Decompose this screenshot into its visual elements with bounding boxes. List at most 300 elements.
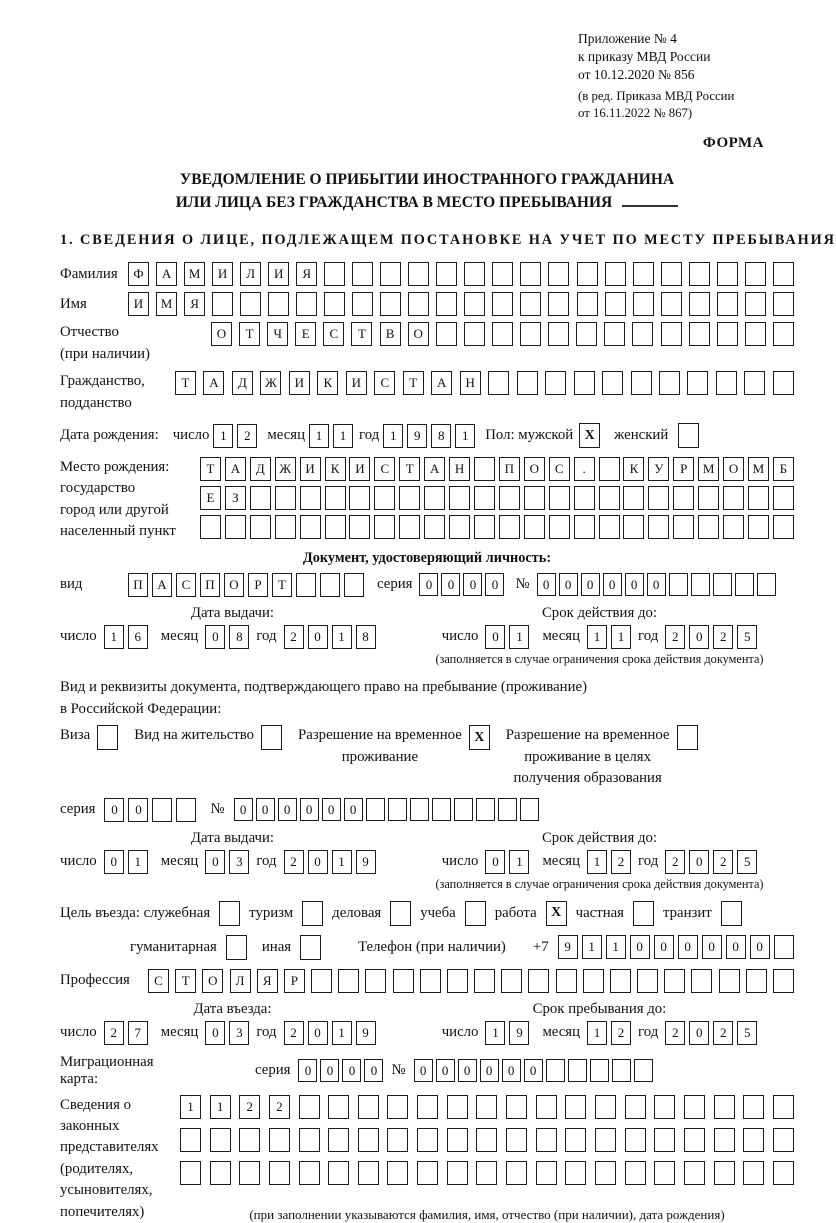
char-cell[interactable]: Т xyxy=(200,457,221,481)
char-cell[interactable]: А xyxy=(156,262,177,286)
char-cell[interactable]: 3 xyxy=(229,1021,249,1045)
char-cell[interactable] xyxy=(713,573,732,596)
char-cell[interactable] xyxy=(689,262,710,286)
char-cell[interactable] xyxy=(320,573,340,597)
char-cell[interactable]: 2 xyxy=(284,625,304,649)
purpose-official-checkbox[interactable] xyxy=(219,901,240,926)
char-cell[interactable] xyxy=(716,371,737,395)
char-cell[interactable]: 1 xyxy=(309,424,329,448)
char-cell[interactable] xyxy=(648,486,669,510)
char-cell[interactable]: 9 xyxy=(356,850,376,874)
char-cell[interactable] xyxy=(717,292,738,316)
char-cell[interactable] xyxy=(374,486,395,510)
char-cell[interactable] xyxy=(773,1128,794,1152)
char-cell[interactable] xyxy=(476,798,495,821)
char-cell[interactable] xyxy=(358,1128,379,1152)
char-cell[interactable] xyxy=(610,969,631,993)
char-cell[interactable]: 7 xyxy=(128,1021,148,1045)
char-cell[interactable] xyxy=(546,1059,565,1082)
char-cell[interactable] xyxy=(577,262,598,286)
char-cell[interactable] xyxy=(714,1128,735,1152)
char-cell[interactable]: 0 xyxy=(647,573,666,596)
temp-residence-edu-checkbox[interactable] xyxy=(677,725,698,750)
char-cell[interactable] xyxy=(599,515,620,539)
char-cell[interactable] xyxy=(536,1128,557,1152)
char-cell[interactable] xyxy=(476,1095,497,1119)
char-cell[interactable] xyxy=(417,1161,438,1185)
char-cell[interactable] xyxy=(735,573,754,596)
char-cell[interactable] xyxy=(745,322,766,346)
char-cell[interactable] xyxy=(689,292,710,316)
char-cell[interactable]: 0 xyxy=(344,798,363,821)
char-cell[interactable] xyxy=(565,1128,586,1152)
char-cell[interactable]: Т xyxy=(272,573,292,597)
char-cell[interactable] xyxy=(723,515,744,539)
char-cell[interactable] xyxy=(773,371,794,395)
char-cell[interactable] xyxy=(499,486,520,510)
char-cell[interactable] xyxy=(180,1128,201,1152)
char-cell[interactable] xyxy=(338,969,359,993)
char-cell[interactable] xyxy=(687,371,708,395)
char-cell[interactable]: 1 xyxy=(104,625,124,649)
char-cell[interactable] xyxy=(488,371,509,395)
char-cell[interactable] xyxy=(380,262,401,286)
char-cell[interactable] xyxy=(424,515,445,539)
char-cell[interactable]: 0 xyxy=(750,935,770,959)
char-cell[interactable] xyxy=(637,969,658,993)
char-cell[interactable]: 0 xyxy=(300,798,319,821)
char-cell[interactable] xyxy=(506,1128,527,1152)
char-cell[interactable] xyxy=(574,486,595,510)
char-cell[interactable]: С xyxy=(374,371,395,395)
char-cell[interactable] xyxy=(436,322,457,346)
char-cell[interactable]: 2 xyxy=(611,1021,631,1045)
char-cell[interactable]: Т xyxy=(399,457,420,481)
char-cell[interactable] xyxy=(773,969,794,993)
char-cell[interactable] xyxy=(605,262,626,286)
char-cell[interactable]: А xyxy=(424,457,445,481)
char-cell[interactable] xyxy=(648,515,669,539)
char-cell[interactable] xyxy=(476,1128,497,1152)
char-cell[interactable] xyxy=(447,1095,468,1119)
char-cell[interactable] xyxy=(604,322,625,346)
char-cell[interactable] xyxy=(269,1128,290,1152)
char-cell[interactable] xyxy=(299,1128,320,1152)
char-cell[interactable] xyxy=(556,969,577,993)
char-cell[interactable]: 1 xyxy=(509,625,529,649)
char-cell[interactable] xyxy=(275,486,296,510)
char-cell[interactable] xyxy=(476,1161,497,1185)
char-cell[interactable] xyxy=(528,969,549,993)
char-cell[interactable] xyxy=(499,515,520,539)
char-cell[interactable]: 0 xyxy=(625,573,644,596)
char-cell[interactable]: И xyxy=(268,262,289,286)
char-cell[interactable] xyxy=(744,371,765,395)
char-cell[interactable]: 0 xyxy=(419,573,438,596)
temp-residence-checkbox[interactable]: X xyxy=(469,725,490,750)
char-cell[interactable] xyxy=(239,1128,260,1152)
char-cell[interactable] xyxy=(324,292,345,316)
char-cell[interactable]: Ч xyxy=(267,322,288,346)
char-cell[interactable] xyxy=(210,1128,231,1152)
char-cell[interactable] xyxy=(625,1128,646,1152)
char-cell[interactable] xyxy=(180,1161,201,1185)
char-cell[interactable]: 9 xyxy=(407,424,427,448)
sex-female-checkbox[interactable] xyxy=(678,423,699,448)
char-cell[interactable]: 1 xyxy=(611,625,631,649)
char-cell[interactable] xyxy=(250,486,271,510)
char-cell[interactable] xyxy=(684,1095,705,1119)
char-cell[interactable] xyxy=(590,1059,609,1082)
char-cell[interactable] xyxy=(210,1161,231,1185)
char-cell[interactable]: Р xyxy=(248,573,268,597)
char-cell[interactable]: П xyxy=(499,457,520,481)
char-cell[interactable] xyxy=(689,322,710,346)
char-cell[interactable]: 8 xyxy=(229,625,249,649)
char-cell[interactable] xyxy=(774,935,794,959)
char-cell[interactable]: Я xyxy=(184,292,205,316)
char-cell[interactable] xyxy=(344,573,364,597)
char-cell[interactable] xyxy=(745,292,766,316)
purpose-business-checkbox[interactable] xyxy=(390,901,411,926)
char-cell[interactable] xyxy=(328,1095,349,1119)
char-cell[interactable] xyxy=(773,1161,794,1185)
char-cell[interactable]: 0 xyxy=(463,573,482,596)
char-cell[interactable] xyxy=(625,1161,646,1185)
char-cell[interactable]: Ф xyxy=(128,262,149,286)
char-cell[interactable] xyxy=(565,1095,586,1119)
char-cell[interactable] xyxy=(595,1095,616,1119)
char-cell[interactable]: 2 xyxy=(611,850,631,874)
char-cell[interactable]: Е xyxy=(295,322,316,346)
char-cell[interactable] xyxy=(634,1059,653,1082)
char-cell[interactable] xyxy=(474,457,495,481)
char-cell[interactable]: И xyxy=(300,457,321,481)
char-cell[interactable] xyxy=(631,371,652,395)
purpose-transit-checkbox[interactable] xyxy=(721,901,742,926)
char-cell[interactable]: 6 xyxy=(128,625,148,649)
char-cell[interactable] xyxy=(358,1095,379,1119)
char-cell[interactable] xyxy=(212,292,233,316)
char-cell[interactable]: Ж xyxy=(275,457,296,481)
char-cell[interactable] xyxy=(577,292,598,316)
char-cell[interactable] xyxy=(275,515,296,539)
char-cell[interactable]: И xyxy=(349,457,370,481)
char-cell[interactable]: Т xyxy=(239,322,260,346)
char-cell[interactable]: М xyxy=(184,262,205,286)
char-cell[interactable] xyxy=(773,262,794,286)
char-cell[interactable] xyxy=(365,969,386,993)
char-cell[interactable] xyxy=(545,371,566,395)
char-cell[interactable] xyxy=(524,486,545,510)
char-cell[interactable] xyxy=(454,798,473,821)
char-cell[interactable] xyxy=(464,262,485,286)
char-cell[interactable] xyxy=(424,486,445,510)
char-cell[interactable] xyxy=(464,322,485,346)
char-cell[interactable] xyxy=(633,292,654,316)
char-cell[interactable] xyxy=(250,515,271,539)
char-cell[interactable]: 2 xyxy=(237,424,257,448)
char-cell[interactable] xyxy=(387,1128,408,1152)
char-cell[interactable] xyxy=(366,798,385,821)
char-cell[interactable]: 0 xyxy=(104,850,124,874)
char-cell[interactable]: А xyxy=(225,457,246,481)
char-cell[interactable]: М xyxy=(156,292,177,316)
char-cell[interactable]: 2 xyxy=(284,850,304,874)
char-cell[interactable] xyxy=(492,322,513,346)
char-cell[interactable]: Ж xyxy=(260,371,281,395)
purpose-private-checkbox[interactable] xyxy=(633,901,654,926)
char-cell[interactable] xyxy=(328,1161,349,1185)
char-cell[interactable]: 1 xyxy=(485,1021,505,1045)
char-cell[interactable]: 1 xyxy=(332,1021,352,1045)
char-cell[interactable]: 0 xyxy=(603,573,622,596)
char-cell[interactable] xyxy=(654,1095,675,1119)
char-cell[interactable]: П xyxy=(128,573,148,597)
char-cell[interactable]: С xyxy=(176,573,196,597)
char-cell[interactable] xyxy=(399,486,420,510)
char-cell[interactable]: 0 xyxy=(128,798,148,822)
char-cell[interactable] xyxy=(661,262,682,286)
char-cell[interactable]: 2 xyxy=(284,1021,304,1045)
char-cell[interactable] xyxy=(602,371,623,395)
char-cell[interactable] xyxy=(268,292,289,316)
char-cell[interactable]: 0 xyxy=(689,1021,709,1045)
char-cell[interactable] xyxy=(773,322,794,346)
char-cell[interactable]: И xyxy=(212,262,233,286)
char-cell[interactable] xyxy=(399,515,420,539)
char-cell[interactable]: 1 xyxy=(128,850,148,874)
char-cell[interactable]: 1 xyxy=(587,1021,607,1045)
char-cell[interactable]: 0 xyxy=(414,1059,433,1082)
char-cell[interactable]: 2 xyxy=(665,1021,685,1045)
char-cell[interactable] xyxy=(447,969,468,993)
char-cell[interactable] xyxy=(200,515,221,539)
char-cell[interactable] xyxy=(773,486,794,510)
sex-male-checkbox[interactable]: X xyxy=(579,423,600,448)
char-cell[interactable] xyxy=(746,969,767,993)
char-cell[interactable] xyxy=(743,1128,764,1152)
char-cell[interactable] xyxy=(296,292,317,316)
char-cell[interactable]: О xyxy=(408,322,429,346)
char-cell[interactable]: 9 xyxy=(509,1021,529,1045)
char-cell[interactable]: 0 xyxy=(278,798,297,821)
char-cell[interactable] xyxy=(698,515,719,539)
char-cell[interactable] xyxy=(492,262,513,286)
char-cell[interactable]: 2 xyxy=(665,625,685,649)
char-cell[interactable] xyxy=(773,515,794,539)
char-cell[interactable] xyxy=(358,1161,379,1185)
char-cell[interactable]: 0 xyxy=(322,798,341,821)
char-cell[interactable]: 1 xyxy=(213,424,233,448)
char-cell[interactable] xyxy=(548,262,569,286)
char-cell[interactable]: 0 xyxy=(298,1059,317,1082)
char-cell[interactable]: О xyxy=(202,969,223,993)
char-cell[interactable] xyxy=(325,515,346,539)
char-cell[interactable] xyxy=(311,969,332,993)
char-cell[interactable] xyxy=(325,486,346,510)
char-cell[interactable]: 2 xyxy=(104,1021,124,1045)
char-cell[interactable] xyxy=(548,292,569,316)
char-cell[interactable] xyxy=(152,798,172,822)
char-cell[interactable]: 9 xyxy=(558,935,578,959)
char-cell[interactable]: Л xyxy=(240,262,261,286)
char-cell[interactable] xyxy=(743,1161,764,1185)
char-cell[interactable] xyxy=(408,292,429,316)
char-cell[interactable] xyxy=(565,1161,586,1185)
char-cell[interactable] xyxy=(417,1095,438,1119)
char-cell[interactable] xyxy=(605,292,626,316)
char-cell[interactable]: 1 xyxy=(509,850,529,874)
char-cell[interactable] xyxy=(583,969,604,993)
char-cell[interactable]: 1 xyxy=(332,850,352,874)
purpose-other-checkbox[interactable] xyxy=(300,935,321,960)
char-cell[interactable] xyxy=(623,515,644,539)
char-cell[interactable] xyxy=(673,515,694,539)
char-cell[interactable]: Т xyxy=(351,322,372,346)
char-cell[interactable] xyxy=(595,1161,616,1185)
char-cell[interactable]: Е xyxy=(200,486,221,510)
char-cell[interactable] xyxy=(599,486,620,510)
char-cell[interactable]: 1 xyxy=(455,424,475,448)
char-cell[interactable]: Р xyxy=(284,969,305,993)
char-cell[interactable] xyxy=(506,1161,527,1185)
char-cell[interactable] xyxy=(380,292,401,316)
char-cell[interactable] xyxy=(520,262,541,286)
char-cell[interactable]: 1 xyxy=(587,625,607,649)
char-cell[interactable] xyxy=(328,1128,349,1152)
char-cell[interactable] xyxy=(654,1128,675,1152)
char-cell[interactable] xyxy=(517,371,538,395)
char-cell[interactable]: 1 xyxy=(606,935,626,959)
char-cell[interactable]: 0 xyxy=(205,850,225,874)
char-cell[interactable]: И xyxy=(289,371,310,395)
char-cell[interactable] xyxy=(410,798,429,821)
char-cell[interactable]: 3 xyxy=(229,850,249,874)
char-cell[interactable] xyxy=(498,798,517,821)
char-cell[interactable]: 0 xyxy=(581,573,600,596)
char-cell[interactable]: З xyxy=(225,486,246,510)
char-cell[interactable]: 0 xyxy=(436,1059,455,1082)
char-cell[interactable] xyxy=(536,1095,557,1119)
char-cell[interactable]: 2 xyxy=(713,625,733,649)
char-cell[interactable]: 0 xyxy=(308,1021,328,1045)
char-cell[interactable] xyxy=(524,515,545,539)
char-cell[interactable]: Я xyxy=(257,969,278,993)
char-cell[interactable]: А xyxy=(431,371,452,395)
char-cell[interactable] xyxy=(745,262,766,286)
char-cell[interactable] xyxy=(436,292,457,316)
char-cell[interactable] xyxy=(387,1095,408,1119)
char-cell[interactable]: 2 xyxy=(713,1021,733,1045)
char-cell[interactable]: 1 xyxy=(332,625,352,649)
char-cell[interactable] xyxy=(714,1161,735,1185)
char-cell[interactable]: С xyxy=(549,457,570,481)
char-cell[interactable] xyxy=(714,1095,735,1119)
char-cell[interactable]: У xyxy=(648,457,669,481)
char-cell[interactable] xyxy=(717,322,738,346)
char-cell[interactable] xyxy=(723,486,744,510)
char-cell[interactable] xyxy=(757,573,776,596)
char-cell[interactable] xyxy=(501,969,522,993)
residence-permit-checkbox[interactable] xyxy=(261,725,282,750)
char-cell[interactable]: Д xyxy=(250,457,271,481)
char-cell[interactable] xyxy=(684,1161,705,1185)
char-cell[interactable]: О xyxy=(524,457,545,481)
char-cell[interactable]: 0 xyxy=(104,798,124,822)
char-cell[interactable]: К xyxy=(317,371,338,395)
char-cell[interactable]: 0 xyxy=(654,935,674,959)
char-cell[interactable] xyxy=(474,515,495,539)
char-cell[interactable] xyxy=(432,798,451,821)
char-cell[interactable]: О xyxy=(211,322,232,346)
char-cell[interactable] xyxy=(239,1161,260,1185)
char-cell[interactable]: П xyxy=(200,573,220,597)
purpose-work-checkbox[interactable]: X xyxy=(546,901,567,926)
char-cell[interactable]: 0 xyxy=(689,625,709,649)
char-cell[interactable]: 0 xyxy=(702,935,722,959)
char-cell[interactable]: Д xyxy=(232,371,253,395)
char-cell[interactable]: И xyxy=(346,371,367,395)
char-cell[interactable] xyxy=(240,292,261,316)
char-cell[interactable] xyxy=(520,292,541,316)
char-cell[interactable]: С xyxy=(148,969,169,993)
char-cell[interactable]: 1 xyxy=(333,424,353,448)
char-cell[interactable]: Н xyxy=(460,371,481,395)
char-cell[interactable] xyxy=(612,1059,631,1082)
char-cell[interactable] xyxy=(669,573,688,596)
char-cell[interactable] xyxy=(296,573,316,597)
char-cell[interactable]: 0 xyxy=(308,625,328,649)
char-cell[interactable] xyxy=(349,515,370,539)
char-cell[interactable] xyxy=(352,262,373,286)
char-cell[interactable] xyxy=(633,262,654,286)
char-cell[interactable] xyxy=(447,1161,468,1185)
char-cell[interactable] xyxy=(349,486,370,510)
char-cell[interactable] xyxy=(574,515,595,539)
char-cell[interactable]: 9 xyxy=(356,1021,376,1045)
char-cell[interactable] xyxy=(743,1095,764,1119)
char-cell[interactable]: 2 xyxy=(713,850,733,874)
char-cell[interactable]: 0 xyxy=(485,573,504,596)
char-cell[interactable] xyxy=(436,262,457,286)
char-cell[interactable]: 0 xyxy=(364,1059,383,1082)
char-cell[interactable] xyxy=(623,486,644,510)
char-cell[interactable] xyxy=(506,1095,527,1119)
char-cell[interactable]: 0 xyxy=(524,1059,543,1082)
char-cell[interactable] xyxy=(492,292,513,316)
char-cell[interactable] xyxy=(684,1128,705,1152)
char-cell[interactable]: 0 xyxy=(485,625,505,649)
char-cell[interactable] xyxy=(520,798,539,821)
char-cell[interactable] xyxy=(599,457,620,481)
char-cell[interactable]: О xyxy=(224,573,244,597)
char-cell[interactable]: 5 xyxy=(737,850,757,874)
char-cell[interactable]: Р xyxy=(673,457,694,481)
char-cell[interactable]: 0 xyxy=(485,850,505,874)
char-cell[interactable]: 0 xyxy=(320,1059,339,1082)
char-cell[interactable]: Т xyxy=(403,371,424,395)
char-cell[interactable]: К xyxy=(623,457,644,481)
char-cell[interactable] xyxy=(691,573,710,596)
char-cell[interactable]: О xyxy=(723,457,744,481)
char-cell[interactable]: В xyxy=(380,322,401,346)
char-cell[interactable] xyxy=(225,515,246,539)
char-cell[interactable]: 0 xyxy=(630,935,650,959)
char-cell[interactable] xyxy=(420,969,441,993)
char-cell[interactable]: 0 xyxy=(502,1059,521,1082)
char-cell[interactable] xyxy=(299,1161,320,1185)
